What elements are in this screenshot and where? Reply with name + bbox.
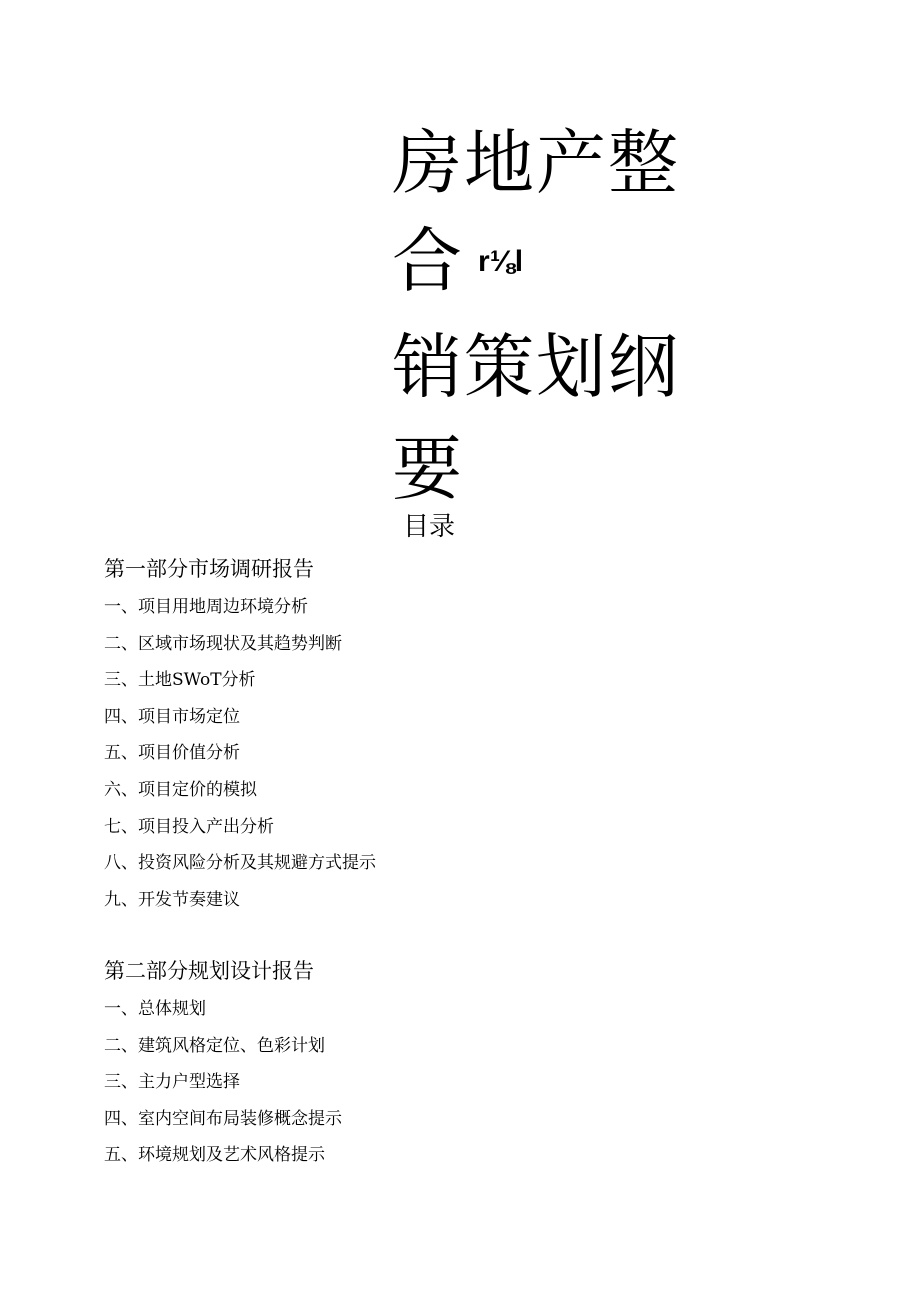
toc-item: 三、主力户型选择 xyxy=(104,1072,240,1093)
toc-list xyxy=(104,589,804,918)
toc-item: 四、室内空间布局装修概念提示 xyxy=(104,1108,342,1129)
toc-item: 一、项目用地周边环境分析 xyxy=(104,597,308,617)
toc-item: 二、建筑风格定位、色彩计划 xyxy=(104,1035,325,1056)
toc-item: 五、环境规划及艺术风格提示 xyxy=(104,1145,325,1166)
toc-section-1 xyxy=(104,553,804,918)
toc-heading: 目录 xyxy=(403,512,456,542)
toc-item: 一、总体规划 xyxy=(104,999,206,1019)
toc-item: 六、项目定价的模拟 xyxy=(104,779,257,800)
toc-item: 七、项目投入产出分析 xyxy=(104,816,274,837)
section-title: 第一部分市场调研报告 xyxy=(104,557,314,581)
toc-item: 二、区域市场现状及其趋势判断 xyxy=(104,633,342,654)
toc-item: 五、项目价值分析 xyxy=(104,743,240,764)
toc-item: 三、土地SWoT分析 xyxy=(104,670,256,691)
title-garbled-text: r⅛l xyxy=(478,245,524,278)
title-line-2 xyxy=(392,220,524,302)
toc-item: 九、开发节奏建议 xyxy=(104,889,240,910)
toc-section-2 xyxy=(104,955,804,1174)
title-line-4: 要 xyxy=(392,428,464,510)
title-line-3: 销策划纲 xyxy=(392,326,680,408)
toc-list xyxy=(104,991,804,1174)
section-title: 第二部分规划设计报告 xyxy=(104,959,314,983)
title-line-1: 房地产整 xyxy=(392,122,680,204)
title-line-2-text: 合 xyxy=(392,220,464,302)
toc-item: 八、投资风险分析及其规避方式提示 xyxy=(104,853,376,874)
toc-item: 四、项目市场定位 xyxy=(104,706,240,727)
